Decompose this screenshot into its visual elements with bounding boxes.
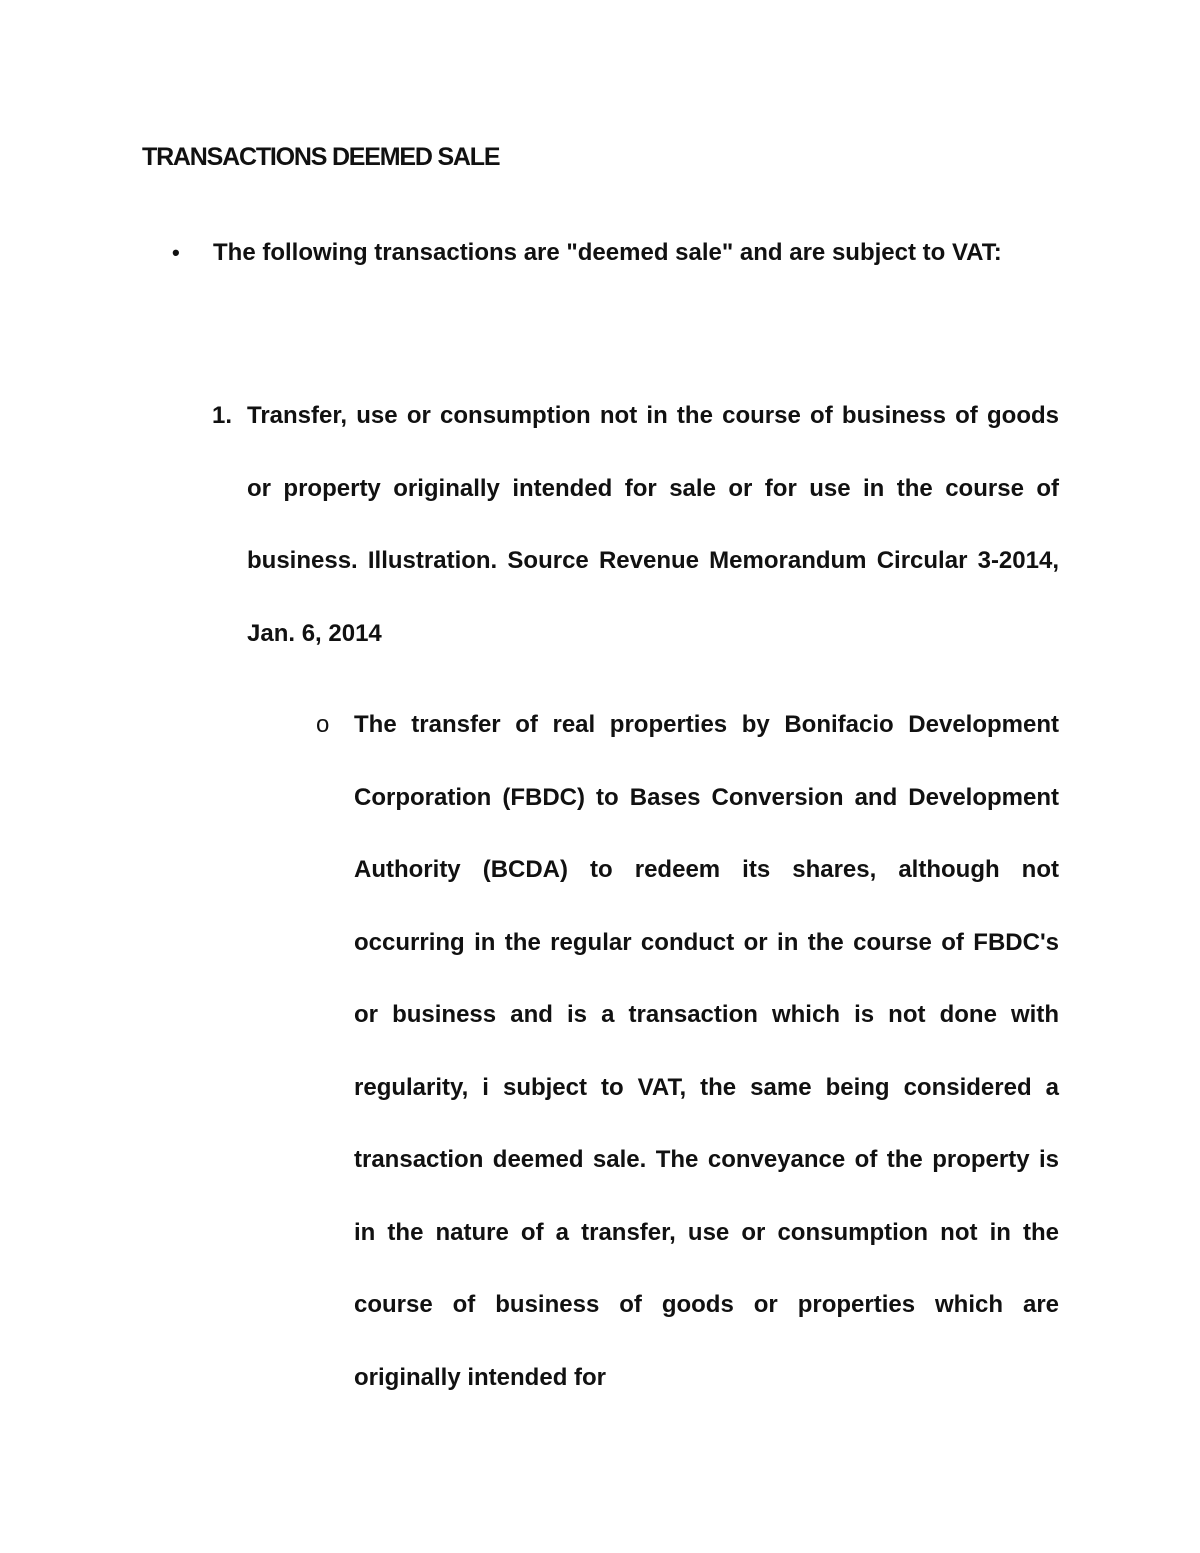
sub-item-paragraph: The transfer of real properties by Bonifacio Development Corporation (FBDC) to Bases Conversion and Development Authority (BCDA) to redeem its shares, although not occurring in the regular conduct or in the course of FBDC's or business and is a transaction which is not done with regularity, i subject to VAT, the same being considered a transaction deemed sale. The conveyance of the property is in the nature of a transfer, use or consumption not in the course of business of goods or properties which are originally intended for bbox=[354, 711, 1059, 1391]
bullet-paragraph: The following transactions are "deemed sale" and are subject to VAT: bbox=[213, 239, 1002, 266]
document-title: TRANSACTIONS DEEMED SALE bbox=[142, 143, 500, 171]
bullet-marker: • bbox=[172, 240, 180, 265]
numbered-item-paragraph: Transfer, use or consumption not in the course of business of goods or property originally intended for sale or for use in the course of business. Illustration. Source Revenue Memorandum Circular 3-2014, Jan. 6, 2014 bbox=[247, 402, 1059, 647]
list-number-marker: 1. bbox=[212, 402, 233, 429]
sub-bullet-marker: o bbox=[316, 711, 330, 738]
